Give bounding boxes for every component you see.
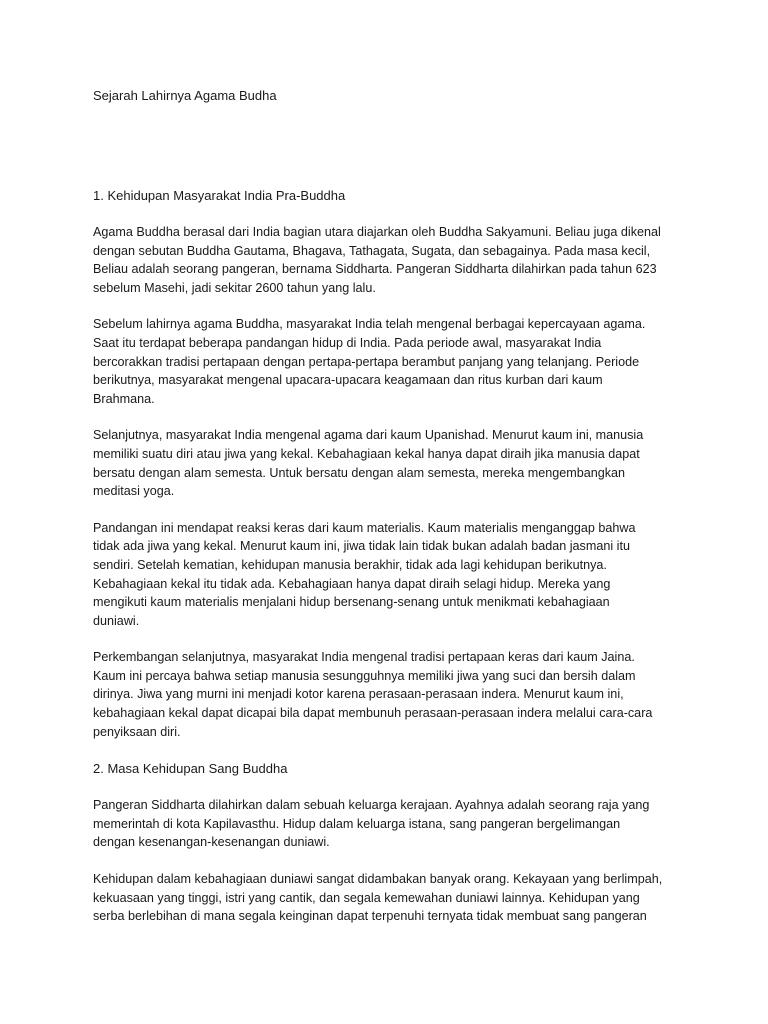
text-line: meditasi yoga. [93, 484, 175, 499]
paragraph [93, 223, 693, 297]
paragraph [93, 426, 693, 500]
text-line: serba berlebihan di mana segala keinginan dapat terpenuhi ternyata tidak membuat sang pangeran [93, 909, 647, 924]
text-line: bersatu dengan alam semesta. Untuk bersatu dengan alam semesta, mereka mengembangkan [93, 465, 626, 480]
paragraph [93, 648, 693, 741]
document-body [93, 86, 693, 944]
text-line: Sebelum lahirnya agama Buddha, masyarakat India telah mengenal berbagai kepercayaan agama. [93, 317, 646, 332]
text-line: sendiri. Setelah kematian, kehidupan manusia berakhir, tidak ada lagi kehidupan berikutnya. [93, 557, 607, 572]
text-line: dengan sebutan Buddha Gautama, Bhagava, Tathagata, Sugata, dan sebagainya. Pada masa kecil, [93, 243, 651, 258]
text-line: Agama Buddha berasal dari India bagian utara diajarkan oleh Buddha Sakyamuni. Beliau juga dikenal [93, 225, 661, 239]
text-line: Brahmana. [93, 391, 155, 406]
text-line: Perkembangan selanjutnya, masyarakat India mengenal tradisi pertapaan keras dari kaum Jaina. [93, 650, 635, 665]
text-line: mengikuti kaum materialis menjalani hidup bersenang-senang untuk menikmati kebahagiaan [93, 595, 610, 610]
paragraph [93, 870, 693, 926]
text-line: dirinya. Jiwa yang murni ini menjadi kotor karena perasaan-perasaan indera. Menurut kaum ini, [93, 687, 624, 702]
text-line: Beliau adalah seorang pangeran, bernama Siddharta. Pangeran Siddharta dilahirkan pada tahun 623 [93, 262, 657, 277]
paragraph [93, 315, 693, 408]
text-line: memerintah di kota Kapilavasthu. Hidup dalam keluarga istana, sang pangeran bergelimangan [93, 816, 621, 831]
text-line: Pandangan ini mendapat reaksi keras dari kaum materialis. Kaum materialis menganggap bahwa [93, 520, 636, 535]
text-line: Selanjutnya, masyarakat India mengenal agama dari kaum Upanishad. Menurut kaum ini, manusia [93, 428, 644, 443]
text-line: penyiksaan diri. [93, 724, 181, 739]
document-title: Sejarah Lahirnya Agama Budha [93, 88, 277, 103]
text-line: Kebahagiaan kekal itu tidak ada. Kebahagiaan hanya dapat diraih selagi hidup. Mereka yang [93, 576, 611, 591]
text-line: bercorakkan tradisi pertapaan dengan pertapa-pertapa berambut panjang yang telanjang. Periode [93, 354, 640, 369]
text-line: berikutnya, masyarakat mengenal upacara-upacara keagamaan dan ritus kurban dari kaum [93, 373, 603, 388]
paragraph [93, 519, 693, 631]
section-heading: 2. Masa Kehidupan Sang Buddha [93, 761, 288, 777]
text-line: Pangeran Siddharta dilahirkan dalam sebuah keluarga kerajaan. Ayahnya adalah seorang raja yang [93, 798, 650, 813]
paragraph [93, 796, 693, 852]
text-line: dengan kesenangan-kesenangan duniawi. [93, 835, 330, 850]
text-line: memiliki suatu diri atau jiwa yang kekal. Kebahagiaan kekal hanya dapat diraih jika manusia dapat [93, 446, 640, 461]
text-line: duniawi. [93, 613, 140, 628]
text-line: Saat itu terdapat beberapa pandangan hidup di India. Pada periode awal, masyarakat India [93, 335, 602, 350]
text-line: Kaum ini percaya bahwa setiap manusia sesungguhnya memiliki jiwa yang suci dan bersih dalam [93, 668, 636, 683]
text-line: tidak ada jiwa yang kekal. Menurut kaum ini, jiwa tidak lain tidak bukan adalah badan jasmani itu [93, 539, 630, 554]
text-line: kekuasaan yang tinggi, istri yang cantik, dan segala kemewahan duniawi lainnya. Kehidupan yang [93, 890, 640, 905]
text-line: kebahagiaan kekal dapat dicapai bila dapat membunuh perasaan-perasaan indera melalui cara-cara [93, 706, 653, 721]
text-line: Kehidupan dalam kebahagiaan duniawi sangat didambakan banyak orang. Kekayaan yang berlimpah, [93, 872, 663, 887]
text-line: sebelum Masehi, jadi sekitar 2600 tahun yang lalu. [93, 280, 376, 295]
section-heading: 1. Kehidupan Masyarakat India Pra-Buddha [93, 188, 346, 203]
